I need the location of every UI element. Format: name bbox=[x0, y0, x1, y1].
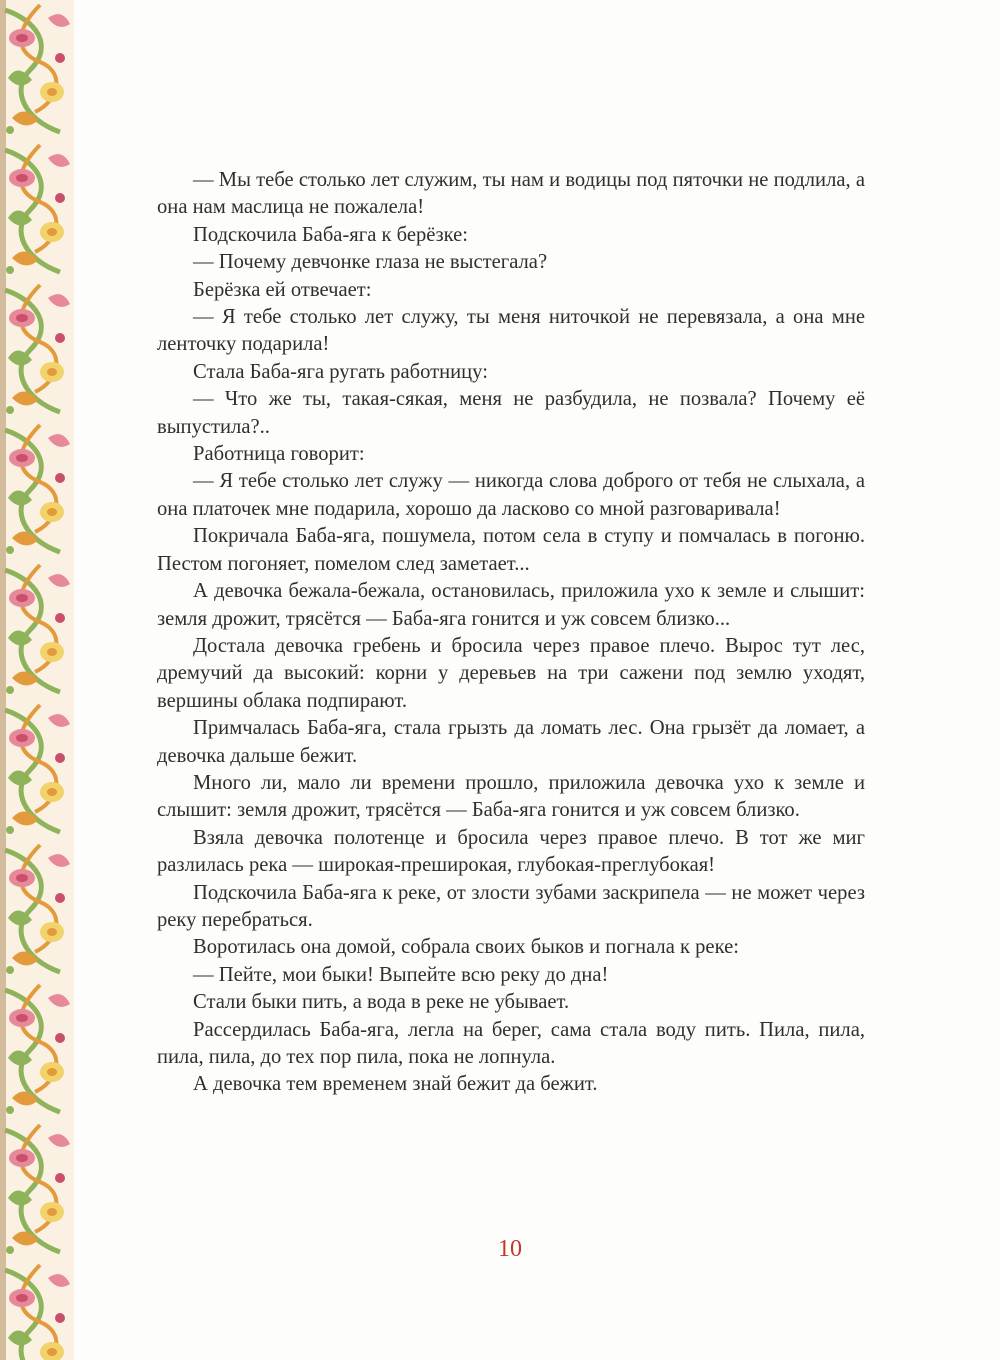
paragraph: Берёзка ей отвечает: bbox=[193, 278, 372, 301]
paragraph: Много ли, мало ли времени прошло, приложила девочка ухо к земле и слышит: земля дрожит, трясётся — Баба-яга гонится и уж совсем близко. bbox=[157, 771, 865, 822]
paragraph: Взяла девочка полотенце и бросила через правое плечо. В тот же миг разлилась река — широкая-преширокая, глубокая-преглубокая! bbox=[157, 826, 865, 877]
paragraph: — Пейте, мои быки! Выпейте всю реку до дна! bbox=[193, 963, 609, 986]
paragraph: Подскочила Баба-яга к реке, от злости зубами заскрипела — не может через реку перебраться. bbox=[157, 881, 865, 931]
ornament-pattern bbox=[0, 0, 74, 1360]
paragraph: Стали быки пить, а вода в реке не убывает. bbox=[193, 991, 570, 1014]
paragraph: Рассердилась Баба-яга, легла на берег, сама стала воду пить. Пила, пила, пила, пила, до тех пор пила, пока не лопнула. bbox=[157, 1018, 865, 1068]
story-text bbox=[157, 167, 865, 1099]
paragraph: — Я тебе столько лет служу, ты меня ниточкой не перевязала, а она мне ленточку подарила! bbox=[157, 306, 865, 356]
paragraph: Достала девочка гребень и бросила через правое плечо. Вырос тут лес, дремучий да высокий: корни у деревьев на три сажени под землю уходят, вершины облака подпирают. bbox=[157, 634, 865, 712]
page-number: 10 bbox=[498, 1236, 522, 1262]
paragraph: Покричала Баба-яга, пошумела, потом села в ступу и помчалась в погоню. Пестом погоняет, помелом след заметает... bbox=[157, 525, 865, 575]
paragraph: Примчалась Баба-яга, стала грызть да ломать лес. Она грызёт да ломает, а девочка дальше бежит. bbox=[157, 717, 865, 767]
paragraph: Работница говорит: bbox=[193, 443, 365, 466]
paragraph: — Я тебе столько лет служу — никогда слова доброго от тебя не слыхала, а она платочек мне подарила, хорошо да ласково со мной разговаривала! bbox=[157, 470, 865, 520]
paragraph: — Мы тебе столько лет служим, ты нам и водицы под пяточки не подлила, а она нам маслица не пожалела! bbox=[157, 169, 865, 219]
paragraph: А девочка тем временем знай бежит да бежит. bbox=[193, 1073, 598, 1096]
paragraph: Подскочила Баба-яга к берёзке: bbox=[193, 223, 468, 246]
paragraph: — Что же ты, такая-сякая, меня не разбудила, не позвала? Почему её выпустила?.. bbox=[157, 388, 865, 438]
folk-ornament-border bbox=[0, 0, 74, 1360]
paragraph: А девочка бежала-бежала, остановилась, приложила ухо к земле и слышит: земля дрожит, трясётся — Баба-яга гонится и уж совсем близко... bbox=[157, 580, 865, 630]
paragraph: Воротилась она домой, собрала своих быков и погнала к реке: bbox=[193, 936, 739, 959]
paragraph: — Почему девчонке глаза не выстегала? bbox=[193, 251, 548, 274]
paragraph: Стала Баба-яга ругать работницу: bbox=[193, 360, 488, 383]
